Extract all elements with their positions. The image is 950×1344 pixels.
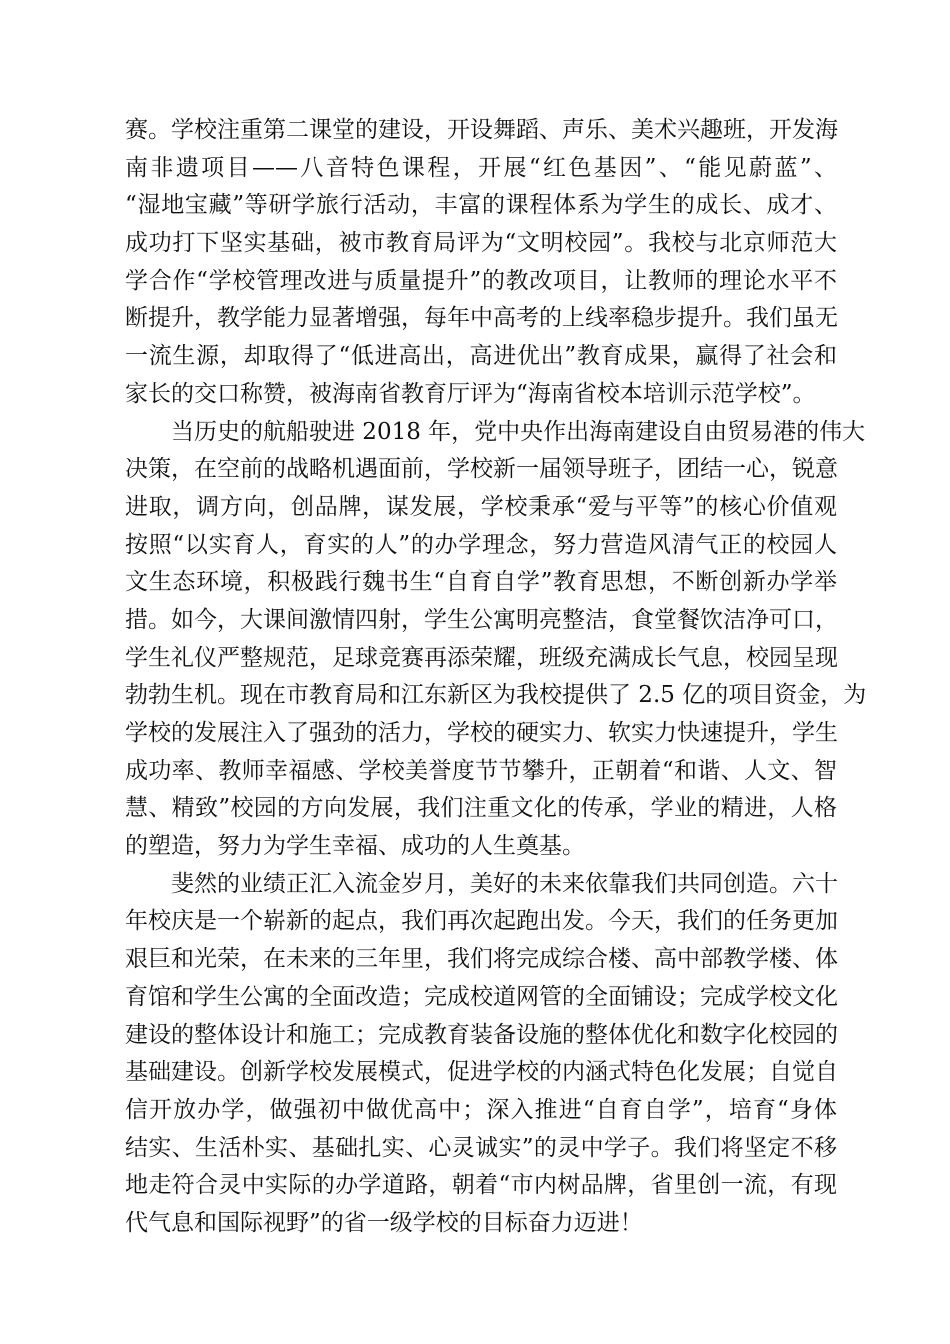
text-line: 断提升，教学能力显著增强，每年中高考的上线率稳步提升。我们虽无	[125, 305, 838, 332]
text-line: 勃勃生机。现在市教育局和江东新区为我校提供了 2.5 亿的项目资金，为	[125, 682, 867, 709]
text-line: 育馆和学生公寓的全面改造；完成校道网管的全面铺设；完成学校文化	[125, 983, 838, 1010]
text-line: 南非遗项目——八音特色课程，开展“红色基因”、“能见蔚蓝”、	[125, 154, 837, 181]
text-line: 家长的交口称赞，被海南省教育厅评为“海南省校本培训示范学校”。	[125, 380, 816, 407]
text-line: 斐然的业绩正汇入流金岁月，美好的未来依靠我们共同创造。六十	[171, 870, 838, 897]
text-line: 代气息和国际视野”的省一级学校的目标奋力迈进！	[125, 1209, 643, 1236]
paragraph-3	[125, 866, 837, 1243]
text-line: 学合作“学校管理改进与质量提升”的教改项目，让教师的理论水平不	[125, 267, 837, 294]
text-line: 学校的发展注入了强劲的活力，学校的硬实力、软实力快速提升，学生	[125, 720, 838, 746]
text-line: 基础建设。创新学校发展模式，促进学校的内涵式特色化发展；自觉自	[125, 1059, 838, 1086]
text-line: 措。如今，大课间激情四射，学生公寓明亮整洁，食堂餐饮洁净可口，	[125, 606, 838, 633]
text-line: 建设的整体设计和施工；完成教育装备设施的整体优化和数字化校园的	[125, 1021, 838, 1048]
text-line: 地走符合灵中实际的办学道路，朝着“市内树品牌，省里创一流，有现	[125, 1172, 837, 1199]
text-line: “湿地宝藏”等研学旅行活动，丰富的课程体系为学生的成长、成才、	[125, 192, 837, 219]
text-line: 成功率、教师幸福感、学校美誉度节节攀升，正朝着“和谐、人文、智	[125, 757, 837, 784]
paragraph-2	[125, 414, 867, 866]
text-line: 赛。学校注重第二课堂的建设，开设舞蹈、声乐、美术兴趣班，开发海	[125, 117, 838, 143]
document-body	[125, 112, 867, 1243]
text-line: 的塑造，努力为学生幸福、成功的人生奠基。	[125, 833, 585, 860]
paragraph-1	[125, 112, 837, 414]
text-line: 进取，调方向，创品牌，谋发展，学校秉承“爱与平等”的核心价值观	[125, 493, 837, 520]
text-line: 成功打下坚实基础，被市教育局评为“文明校园”。我校与北京师范大	[125, 230, 837, 257]
text-line: 信开放办学，做强初中做优高中；深入推进“自育自学”，培育“身体	[125, 1096, 837, 1123]
text-line: 按照“以实育人，育实的人”的办学理念，努力营造风清气正的校园人	[125, 531, 837, 558]
text-line: 年校庆是一个崭新的起点，我们再次起跑出发。今天，我们的任务更加	[125, 908, 838, 935]
text-line: 慧、精致”校园的方向发展，我们注重文化的传承，学业的精进，人格	[125, 795, 837, 822]
text-line: 一流生源，却取得了“低进高出，高进优出”教育成果，赢得了社会和	[125, 343, 837, 370]
text-line: 文生态环境，积极践行魏书生“自育自学”教育思想，不断创新办学举	[125, 569, 837, 596]
text-line: 艰巨和光荣，在未来的三年里，我们将完成综合楼、高中部教学楼、体	[125, 946, 838, 973]
text-line: 学生礼仪严整规范，足球竞赛再添荣耀，班级充满成长气息，校园呈现	[125, 644, 838, 671]
text-line: 决策，在空前的战略机遇面前，学校新一届领导班子，团结一心，锐意	[125, 456, 838, 483]
text-line: 当历史的航船驶进 2018 年，党中央作出海南建设自由贸易港的伟大	[171, 418, 866, 445]
text-line: 结实、生活朴实、基础扎实、心灵诚实”的灵中学子。我们将坚定不移	[125, 1134, 837, 1161]
